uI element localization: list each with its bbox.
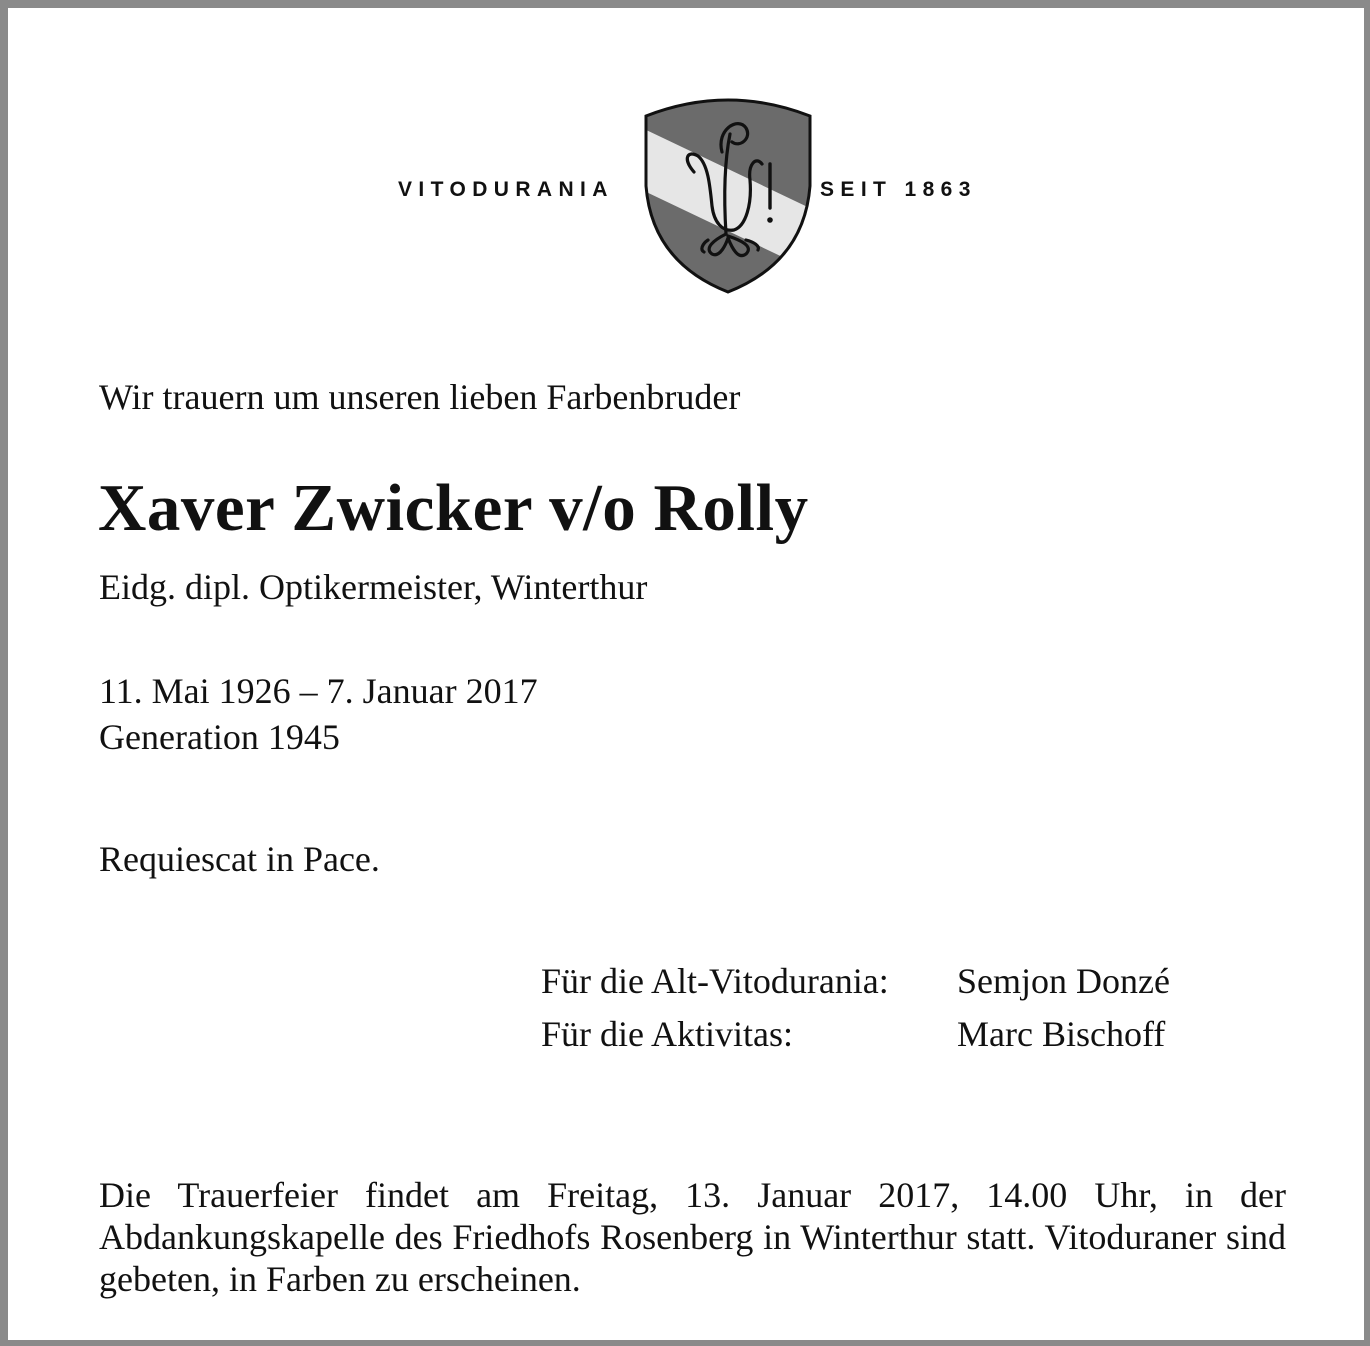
signatory-row (541, 960, 1170, 1013)
logo-left-text: VITODURANIA (398, 178, 614, 201)
signatory-label: Für die Aktivitas: (541, 1014, 793, 1054)
logo-right-text: SEIT 1863 (820, 178, 977, 201)
deceased-name: Xaver Zwicker v/o Rolly (98, 471, 809, 545)
shield-monogram-icon (642, 94, 814, 294)
signatories-block (541, 960, 1170, 1066)
intro-line: Wir trauern um unseren lieben Farbenbruder (99, 377, 741, 417)
life-dates: 11. Mai 1926 – 7. Januar 2017 (99, 671, 538, 711)
requiescat-line: Requiescat in Pace. (99, 839, 380, 879)
profession-line: Eidg. dipl. Optikermeister, Winterthur (99, 567, 648, 607)
ceremony-paragraph: Die Trauerfeier findet am Freitag, 13. Januar 2017, 14.00 Uhr, in der Abdankungskapelle des Friedhofs Rosenberg in Winterthur statt. Vitoduraner sind gebeten, in Farben zu erscheinen. (99, 1175, 1286, 1299)
signatory-name: Semjon Donzé (957, 961, 1170, 1001)
logo-banner (8, 92, 1370, 298)
generation-line: Generation 1945 (99, 717, 340, 757)
signatory-label: Für die Alt-Vitodurania: (541, 961, 889, 1001)
signatory-row (541, 1013, 1170, 1066)
signatory-name: Marc Bischoff (957, 1014, 1166, 1054)
